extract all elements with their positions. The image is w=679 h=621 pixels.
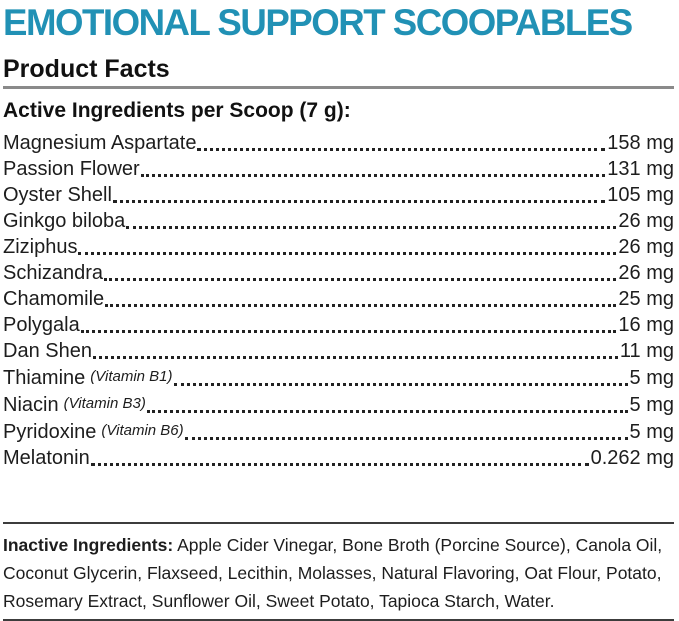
dot-leader <box>104 278 616 281</box>
ingredient-name: Pyridoxine <box>3 421 97 443</box>
dot-leader <box>81 330 617 333</box>
ingredient-amount: 25 mg <box>618 288 674 310</box>
page-title: EMOTIONAL SUPPORT SCOOPABLES <box>3 2 632 43</box>
dot-leader <box>147 410 628 413</box>
ingredient-name: Magnesium Aspartate <box>3 132 197 154</box>
ingredient-name: Passion Flower <box>3 158 140 180</box>
ingredient-amount: 5 mg <box>629 421 674 443</box>
ingredient-amount: 131 mg <box>607 158 674 180</box>
dot-leader <box>126 226 616 229</box>
ingredient-row <box>3 364 674 391</box>
ingredient-row <box>3 312 674 338</box>
ingredient-row <box>3 391 674 418</box>
ingredient-row <box>3 156 674 182</box>
ingredient-name: Polygala <box>3 314 80 336</box>
ingredient-amount: 26 mg <box>618 236 674 258</box>
ingredient-amount: 26 mg <box>618 262 674 284</box>
ingredient-row <box>3 234 674 260</box>
ingredient-name: Dan Shen <box>3 340 92 362</box>
ingredient-amount: 5 mg <box>629 394 674 416</box>
divider <box>3 522 674 524</box>
ingredient-amount: 105 mg <box>607 184 674 206</box>
ingredient-name: Niacin <box>3 394 59 416</box>
dot-leader <box>174 383 628 386</box>
divider <box>3 86 674 89</box>
dot-leader <box>141 174 606 177</box>
product-facts-heading: Product Facts <box>3 55 170 83</box>
ingredient-name: Thiamine <box>3 367 86 389</box>
ingredient-amount: 11 mg <box>619 340 674 362</box>
inactive-ingredients-paragraph <box>3 531 674 615</box>
ingredient-vitamin-note: (Vitamin B3) <box>63 395 146 412</box>
ingredient-amount: 5 mg <box>629 367 674 389</box>
dot-leader <box>113 200 605 203</box>
ingredient-row <box>3 418 674 445</box>
ingredient-amount: 0.262 mg <box>590 447 674 469</box>
ingredient-row <box>3 208 674 234</box>
ingredient-row <box>3 130 674 156</box>
ingredient-name: Chamomile <box>3 288 105 310</box>
dot-leader <box>78 252 616 255</box>
dot-leader <box>105 304 616 307</box>
ingredient-name: Ziziphus <box>3 236 78 258</box>
dot-leader <box>197 148 605 151</box>
ingredient-name: Oyster Shell <box>3 184 112 206</box>
ingredient-row <box>3 338 674 364</box>
ingredient-name: Schizandra <box>3 262 104 284</box>
ingredient-amount: 16 mg <box>618 314 674 336</box>
active-ingredients-list <box>3 130 674 471</box>
ingredient-row <box>3 286 674 312</box>
dot-leader <box>185 437 628 440</box>
ingredient-amount: 158 mg <box>607 132 674 154</box>
ingredient-row <box>3 182 674 208</box>
dot-leader <box>91 463 589 466</box>
ingredient-name: Melatonin <box>3 447 90 469</box>
ingredient-amount: 26 mg <box>618 210 674 232</box>
dot-leader <box>93 356 618 359</box>
inactive-ingredients-text: Apple Cider Vinegar, Bone Broth (Porcine Source), Canola Oil, Coconut Glycerin, Flaxseed, Lecithin, Molasses, Natural Flavoring, Oat Flour, Potato, Rosemary Extract, Sunflower Oil, Sweet Potato, Tapioca Starch, Water. <box>3 535 663 611</box>
inactive-ingredients-label: Inactive Ingredients: <box>3 535 174 555</box>
ingredient-vitamin-note: (Vitamin B6) <box>101 422 184 439</box>
ingredient-vitamin-note: (Vitamin B1) <box>90 368 173 385</box>
ingredient-row <box>3 445 674 471</box>
ingredient-name: Ginkgo biloba <box>3 210 126 232</box>
active-ingredients-heading: Active Ingredients per Scoop (7 g): <box>3 99 351 122</box>
ingredient-row <box>3 260 674 286</box>
